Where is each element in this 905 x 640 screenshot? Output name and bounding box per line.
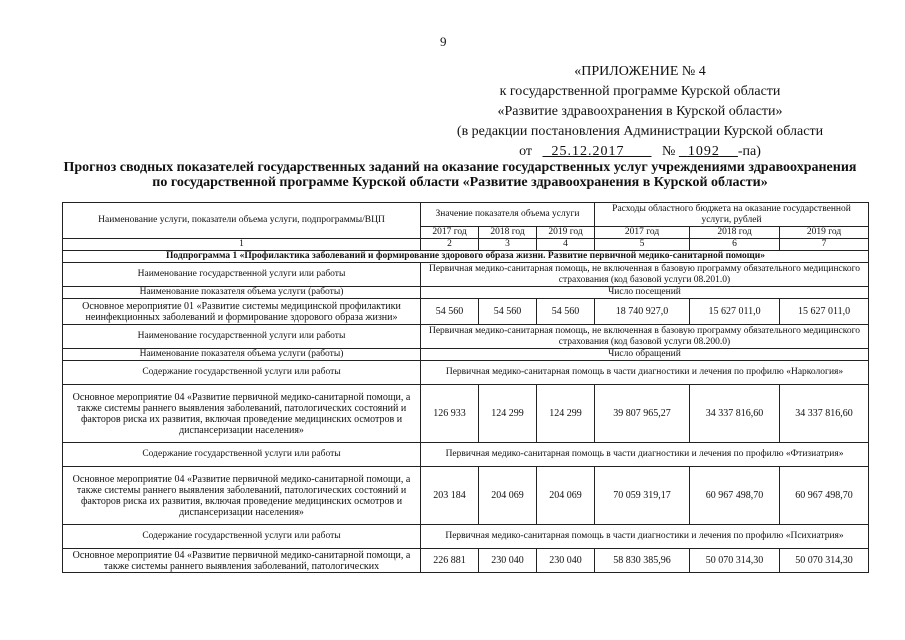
value-cell: 34 337 816,60: [780, 385, 869, 443]
row-label: Основное мероприятие 04 «Развитие первичной медико-санитарной помощи, а также системы раннего выявления заболеваний, патологических: [63, 549, 421, 573]
col-number: 1: [63, 239, 421, 251]
row-label: Основное мероприятие 04 «Развитие первичной медико-санитарной помощи, а также системы раннего выявления заболеваний, патологических состояний и факторов риска их развития, включая проведение медицинских осмотров и диспансеризации населения»: [63, 467, 421, 525]
value-cell: 34 337 816,60: [690, 385, 780, 443]
row-label: Наименование показателя объема услуги (работы): [63, 349, 421, 361]
header-volume: Значение показателя объема услуги: [421, 203, 595, 227]
appendix-line-2: к государственной программе Курской области: [499, 84, 781, 99]
appendix-line-1: «ПРИЛОЖЕНИЕ № 4: [574, 64, 706, 79]
value-cell: 230 040: [537, 549, 595, 573]
subprogram-row: Подпрограмма 1 «Профилактика заболеваний и формирование здорового образа жизни. Развитие первичной медико-санитарной помощи»: [63, 251, 869, 263]
page-number: 9: [440, 34, 447, 49]
value-cell: 58 830 385,96: [595, 549, 690, 573]
row-value: Число обращений: [421, 349, 869, 361]
document-title: Прогноз сводных показателей государственных заданий на оказание государственных услуг учреждениями здравоохранения по государственной программе Курской области «Развитие здравоохранения в Курской области»: [63, 160, 857, 190]
header-year: 2018 год: [479, 227, 537, 239]
col-number: 4: [537, 239, 595, 251]
value-cell: 15 627 011,0: [780, 299, 869, 325]
row-label: Содержание государственной услуги или работы: [63, 525, 421, 549]
number-label: №: [662, 144, 676, 159]
row-value: Первичная медико-санитарная помощь в части диагностики и лечения по профилю «Наркология»: [421, 361, 869, 385]
value-cell: 124 299: [537, 385, 595, 443]
decree-number: 1092: [687, 144, 720, 159]
col-number: 3: [479, 239, 537, 251]
value-cell: 230 040: [479, 549, 537, 573]
decree-suffix: -па): [737, 144, 761, 159]
value-cell: 18 740 927,0: [595, 299, 690, 325]
value-cell: 204 069: [537, 467, 595, 525]
value-cell: 124 299: [479, 385, 537, 443]
appendix-date-line: [400, 142, 880, 162]
col-number: 2: [421, 239, 479, 251]
row-label: Наименование государственной услуги или работы: [63, 263, 421, 287]
from-label: от: [519, 144, 533, 159]
value-cell: 15 627 011,0: [690, 299, 780, 325]
value-cell: 54 560: [421, 299, 479, 325]
row-value: Первичная медико-санитарная помощь в части диагностики и лечения по профилю «Психиатрия»: [421, 525, 869, 549]
row-value: Первичная медико-санитарная помощь в части диагностики и лечения по профилю «Фтизиатрия»: [421, 443, 869, 467]
row-label: Основное мероприятие 04 «Развитие первичной медико-санитарной помощи, а также системы раннего выявления заболеваний, патологических состояний и факторов риска их развития, включая проведение медицинских осмотров и диспансеризации населения»: [63, 385, 421, 443]
appendix-header: [400, 62, 880, 162]
col-number: 7: [780, 239, 869, 251]
row-value: Число посещений: [421, 287, 869, 299]
value-cell: 54 560: [479, 299, 537, 325]
row-label: Содержание государственной услуги или работы: [63, 361, 421, 385]
value-cell: 60 967 498,70: [780, 467, 869, 525]
value-cell: 39 807 965,27: [595, 385, 690, 443]
value-cell: 204 069: [479, 467, 537, 525]
header-year: 2018 год: [690, 227, 780, 239]
header-year: 2019 год: [537, 227, 595, 239]
value-cell: 60 967 498,70: [690, 467, 780, 525]
value-cell: 70 059 319,17: [595, 467, 690, 525]
value-cell: 226 881: [421, 549, 479, 573]
value-cell: 50 070 314,30: [690, 549, 780, 573]
appendix-line-3: «Развитие здравоохранения в Курской области»: [497, 104, 783, 119]
header-year: 2017 год: [421, 227, 479, 239]
row-label: Наименование показателя объема услуги (работы): [63, 287, 421, 299]
col-number: 6: [690, 239, 780, 251]
header-year: 2017 год: [595, 227, 690, 239]
header-expense: Расходы областного бюджета на оказание государственной услуги, рублей: [595, 203, 869, 227]
value-cell: 203 184: [421, 467, 479, 525]
value-cell: 126 933: [421, 385, 479, 443]
col-number: 5: [595, 239, 690, 251]
value-cell: 50 070 314,30: [780, 549, 869, 573]
header-year: 2019 год: [780, 227, 869, 239]
row-label: Содержание государственной услуги или работы: [63, 443, 421, 467]
row-value: Первичная медико-санитарная помощь, не включенная в базовую программу обязательного медицинского страхования (код базовой услуги 08.201.0): [421, 263, 869, 287]
row-label: Основное мероприятие 01 «Развитие системы медицинской профилактики неинфекционных заболеваний и формирование здорового образа жизни»: [63, 299, 421, 325]
appendix-line-4: (в редакции постановления Администрации Курской области: [456, 124, 824, 139]
row-label: Наименование государственной услуги или работы: [63, 325, 421, 349]
value-cell: 54 560: [537, 299, 595, 325]
decree-date: 25.12.2017: [551, 144, 625, 159]
indicators-table: [62, 202, 869, 573]
header-name: Наименование услуги, показатели объема услуги, подпрограммы/ВЦП: [63, 203, 421, 239]
row-value: Первичная медико-санитарная помощь, не включенная в базовую программу обязательного медицинского страхования (код базовой услуги 08.200.0): [421, 325, 869, 349]
